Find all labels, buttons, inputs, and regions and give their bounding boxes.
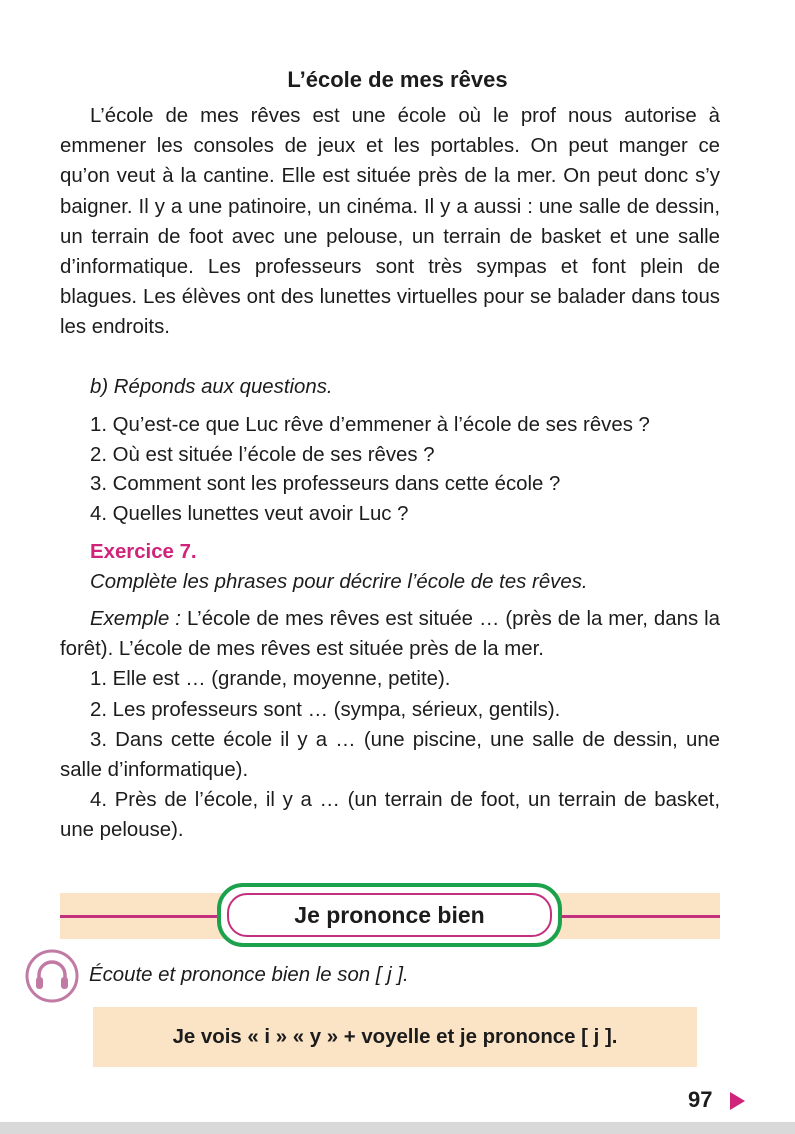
exercise-body xyxy=(60,604,720,846)
exercise-item: 2. Les professeurs sont … (sympa, sérieux, gentils). xyxy=(90,698,561,721)
pronunciation-rule: Je vois « i » « y » + voyelle et je prononce [ j ]. xyxy=(93,1007,697,1067)
exercise-example xyxy=(60,604,720,664)
section-title: Je prononce bien xyxy=(227,893,552,937)
example-label: Exemple : xyxy=(90,608,181,630)
exercise-heading: Exercice 7. xyxy=(90,541,197,563)
questions-heading: b) Réponds aux questions. xyxy=(90,376,333,398)
exercise-item: 4. Près de l’école, il y a … (un terrain de foot, un terrain de basket, une pelouse). xyxy=(60,789,720,842)
bottom-strip xyxy=(0,1122,795,1134)
listen-instruction: Écoute et prononce bien le son [ j ]. xyxy=(89,964,409,986)
section-title-frame xyxy=(217,883,562,947)
triangle-right-icon xyxy=(730,1092,745,1110)
question-item: 4. Quelles lunettes veut avoir Luc ? xyxy=(90,502,409,525)
page-number: 97 xyxy=(688,1087,713,1112)
example-text: L’école de mes rêves est située … (près de la mer, dans la forêt). L’école de mes rêves est située près de la mer. xyxy=(60,608,720,661)
question-item: 3. Comment sont les professeurs dans cette école ? xyxy=(90,473,561,495)
questions-list xyxy=(90,411,730,529)
exercise-item: 3. Dans cette école il y a … (une piscine, une salle de dessin, une salle d’informatique). xyxy=(60,728,720,782)
band-line-left xyxy=(60,915,220,918)
band-line-right xyxy=(560,915,720,918)
exercise-item: 1. Elle est … (grande, moyenne, petite). xyxy=(90,668,451,691)
question-item: 1. Qu’est-ce que Luc rêve d’emmener à l’école de ses rêves ? xyxy=(90,414,650,436)
exercise-instruction: Complète les phrases pour décrire l’école de tes rêves. xyxy=(90,571,588,593)
question-item: 2. Où est située l’école de ses rêves ? xyxy=(90,443,435,466)
reading-paragraph: L’école de mes rêves est une école où le prof nous autorise à emmener les consoles de jeux et les portables. On peut manger ce qu’on veut à la cantine. Elle est située près de la mer. On peut donc s’y baigner. Il y a une patinoire, un cinéma. Il y a aussi : une salle de dessin, un terrain de foot avec une pelouse, un terrain de basket et une salle d’informatique. Les professeurs sont très sympas et font plein de blagues. Les élèves ont des lunettes virtuelles pour se balader dans tous les endroits. xyxy=(60,105,720,339)
reading-text xyxy=(60,101,720,343)
reading-title: L’école de mes rêves xyxy=(287,67,508,92)
headphones-icon xyxy=(24,948,80,1004)
